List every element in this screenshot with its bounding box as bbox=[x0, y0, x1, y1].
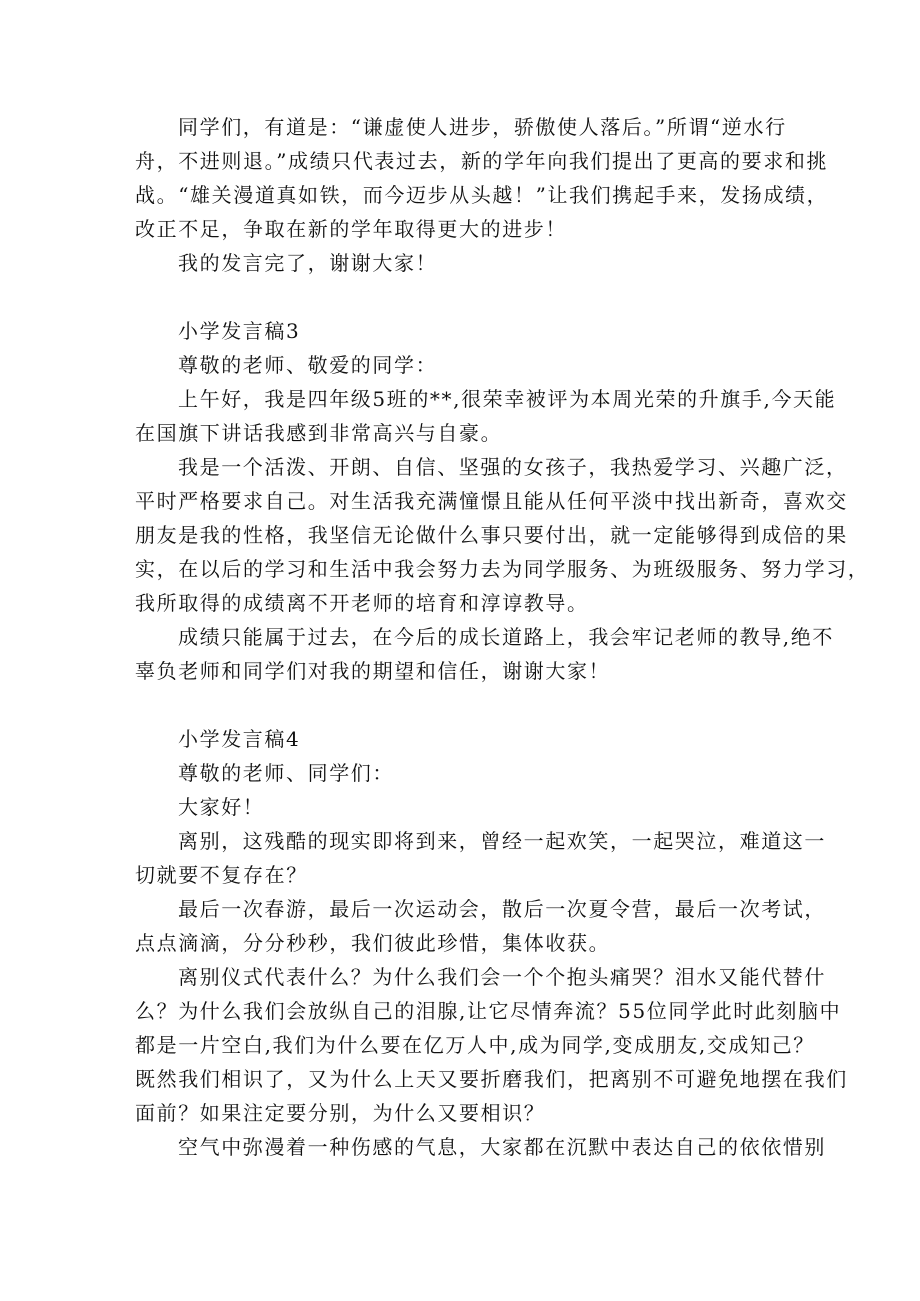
text-line: 我所取得的成绩离不开老师的培育和淳谆教导。 bbox=[135, 591, 589, 615]
speech-2-ending bbox=[135, 110, 829, 280]
text-line: 大家好！ bbox=[178, 795, 265, 819]
document-page bbox=[135, 110, 870, 1164]
text-line: 改正不足，争取在新的学年取得更大的进步！ bbox=[135, 217, 567, 241]
text-line: 同学们，有道是：“谦虚使人进步，骄傲使人落后。”所谓“逆水行 bbox=[178, 115, 787, 139]
text-line: 面前？如果注定要分别，为什么又要相识？ bbox=[135, 1101, 546, 1125]
closing-paragraph bbox=[135, 246, 795, 280]
text-line: 尊敬的老师、同学们： bbox=[178, 761, 394, 785]
paragraph bbox=[135, 892, 826, 960]
text-line: 点点滴滴，分分秒秒，我们彼此珍惜，集体收获。 bbox=[135, 931, 611, 955]
paragraph bbox=[135, 110, 829, 246]
text-line: 舟，不进则退。”成绩只代表过去，新的学年向我们提出了更高的要求和挑 bbox=[135, 149, 829, 173]
paragraph bbox=[135, 382, 837, 450]
text-line: 辜负老师和同学们对我的期望和信任，谢谢大家！ bbox=[135, 659, 611, 683]
greeting bbox=[135, 790, 795, 824]
text-line: 尊敬的老师、敬爱的同学： bbox=[178, 353, 438, 377]
section-spacer bbox=[135, 280, 795, 314]
text-line: 切就要不复存在？ bbox=[135, 863, 308, 887]
paragraph bbox=[135, 960, 848, 1130]
text-line: 朋友是我的性格，我坚信无论做什么事只要付出，就一定能够得到成倍的果 bbox=[135, 523, 848, 547]
text-line: 成绩只能属于过去，在今后的成长道路上，我会牢记老师的教导,绝不 bbox=[178, 625, 834, 649]
text-line: 么？为什么我们会放纵自己的泪腺,让它尽情奔流？55位同学此时此刻脑中 bbox=[135, 999, 842, 1023]
text-line: 在国旗下讲话我感到非常高兴与自豪。 bbox=[135, 421, 503, 445]
text-line: 离别，这残酷的现实即将到来，曾经一起欢笑，一起哭泣，难道这一 bbox=[178, 829, 826, 853]
paragraph bbox=[135, 1130, 826, 1164]
text-line: 平时严格要求自己。对生活我充满憧憬且能从任何平淡中找出新奇，喜欢交 bbox=[135, 489, 848, 513]
section-title: 小学发言稿4 bbox=[178, 727, 301, 751]
text-line: 上午好，我是四年级5班的**,很荣幸被评为本周光荣的升旗手,今天能 bbox=[178, 387, 837, 411]
text-line: 既然我们相识了，又为什么上天又要折磨我们，把离别不可避免地摆在我们 bbox=[135, 1067, 848, 1091]
text-line: 战。“雄关漫道真如铁，而今迈步从头越！”让我们携起手来，发扬成绩， bbox=[135, 183, 829, 207]
text-line: 空气中弥漫着一种伤感的气息，大家都在沉默中表达自己的依依惜别 bbox=[178, 1135, 826, 1159]
text-line: 我的发言完了，谢谢大家！ bbox=[178, 251, 438, 275]
paragraph bbox=[135, 824, 826, 892]
salutation bbox=[135, 756, 795, 790]
text-line: 实，在以后的学习和生活中我会努力去为同学服务、为班级服务、努力学习， bbox=[135, 557, 870, 581]
text-line: 都是一片空白,我们为什么要在亿万人中,成为同学,变成朋友,交成知己？ bbox=[135, 1033, 815, 1057]
paragraph bbox=[135, 450, 870, 620]
text-line: 最后一次春游，最后一次运动会，散后一次夏令营，最后一次考试， bbox=[178, 897, 826, 921]
section-title: 小学发言稿3 bbox=[178, 319, 301, 343]
text-line: 离别仪式代表什么？为什么我们会一个个抱头痛哭？泪水又能代替什 bbox=[178, 965, 826, 989]
paragraph bbox=[135, 620, 834, 688]
section-spacer bbox=[135, 688, 795, 722]
salutation bbox=[135, 348, 795, 382]
text-line: 我是一个活泼、开朗、自信、坚强的女孩子，我热爱学习、兴趣广泛， bbox=[178, 455, 848, 479]
speech-3 bbox=[135, 314, 870, 688]
speech-4 bbox=[135, 722, 848, 1164]
